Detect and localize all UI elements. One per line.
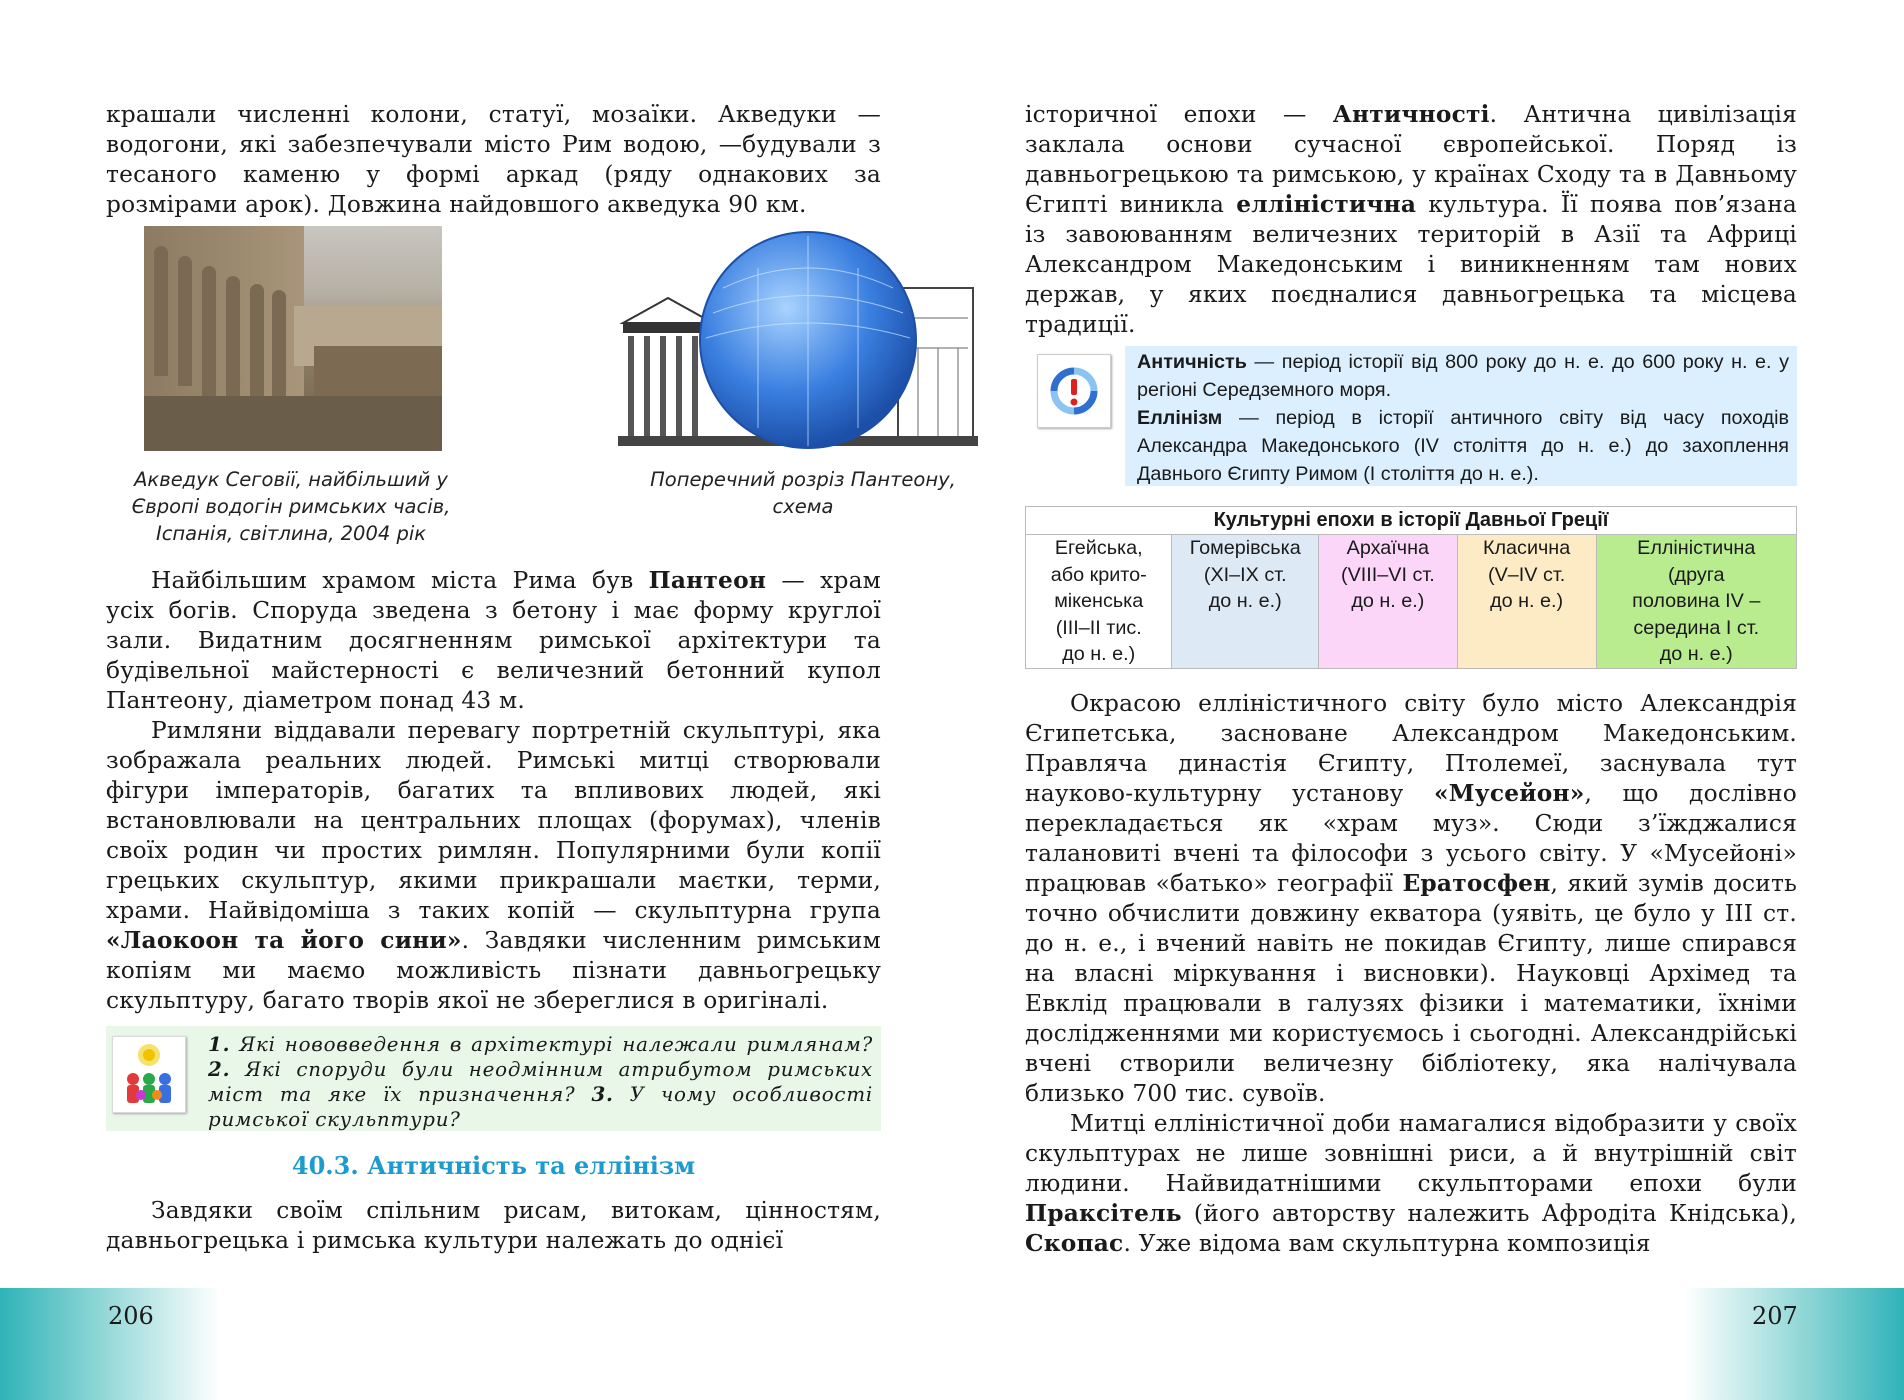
question-3: У чому особливості римської скульптури? xyxy=(208,1083,873,1131)
epochs-table xyxy=(1025,506,1797,669)
epoch-cell xyxy=(1457,535,1596,669)
definition-hellenism xyxy=(1137,404,1789,488)
epoch-cell-line: Класична xyxy=(1482,537,1571,559)
term-laocoon: «Лаокоон та його сини» xyxy=(106,927,462,954)
epoch-cell-line: Гомерівська xyxy=(1189,537,1301,559)
definition-body: — період історії від 800 року до н. е. до 600 року н. е. у регіоні Середземного моря. xyxy=(1137,351,1789,401)
table-title: Культурні епохи в історії Давньої Греції xyxy=(1026,507,1797,535)
paragraph-sculpture xyxy=(106,716,881,1016)
epoch-cell-line: до н. е.) xyxy=(1062,643,1136,665)
text-fragment: Найбільшим храмом міста Рима був xyxy=(151,567,649,594)
term-hellenistic: елліністична xyxy=(1236,191,1417,218)
right-page xyxy=(1025,100,1797,1259)
definition-antiquity xyxy=(1137,348,1789,404)
section-heading: 40.3. Античність та еллінізм xyxy=(291,1151,696,1180)
epoch-cell-line: до н. е.) xyxy=(1659,643,1733,665)
exclamation-icon xyxy=(1037,354,1111,428)
definition-body: — період в історії античного світу від часу походів Александра Македонського (IV століття до н. е.) до захоплення Давнього Єгипту Римом (I століття до н. е.). xyxy=(1137,407,1789,485)
text-fragment: Римляни віддавали перевагу портретній скульптурі, яка зображала реальних людей. Римські митці створювали фігури імператорів, багатих та впливових людей, які встановлювали на центральних площах (форумах), членів своїх родин чи простих римлян. Популярними були копії грецьких скульптур, якими прикрашали маєтки, терми, храми. Найвідоміша з таких копій — скульптурна група xyxy=(106,717,881,924)
paragraph-alexandria xyxy=(1025,689,1797,1109)
text-fragment: , який зумів досить точно обчислити довжину екватора (уявіть, це було у ІІІ ст. до н. е., і вчений навіть не покидав Єгипту, лише спирався на власні міркування і висновки). Науковці Архімед та Евклід працювали в галузях фізики і математики, їхніми дослідженнями ми користуємось і сьогодні. Александрійські вчені створили величезну бібліотеку, яка налічувала близько 700 тис. сувоїв. xyxy=(1025,869,1798,1107)
epoch-cell-line: (V–ІV ст. xyxy=(1488,563,1566,586)
epoch-cell-line: половина ІV – xyxy=(1632,590,1761,612)
figures-row xyxy=(106,226,956,566)
term-pantheon: Пантеон xyxy=(648,567,767,594)
text-fragment: історичної епохи — xyxy=(1025,101,1333,128)
text-fragment: . Уже відома вам скульптурна композиція xyxy=(1123,1229,1651,1257)
term-antiquity: Античності xyxy=(1332,101,1490,128)
epoch-cell-line: до н. е.) xyxy=(1351,590,1425,612)
question-1: Які нововведення в архітектурі належали римлянам? xyxy=(230,1033,873,1056)
paragraph-pantheon xyxy=(106,566,881,716)
paragraph-aqueducts: крашали численні колони, статуї, мозаїки. Акведуки — водогони, які забезпечували місто Рим водою, —будували з тесаного каменю у формі аркад (ряду однакових за розмірами арок). Довжина найдовшого акведука 90 км. xyxy=(106,101,881,218)
pantheon-section-drawing xyxy=(618,228,978,453)
term-praxiteles: Праксітель xyxy=(1025,1199,1182,1227)
epoch-cell-line: мікенська xyxy=(1054,590,1144,612)
epoch-cell xyxy=(1172,535,1318,669)
definition-term: Античність xyxy=(1137,351,1247,373)
text-fragment: Окрасою елліністичного світу було місто Александрія Єгипетська, засноване Александром Македонським. Правляча династія Єгипту, Птолемеї, заснувала тут науково-культурну установу xyxy=(1025,689,1797,807)
page-number-right: 207 xyxy=(1752,1302,1798,1330)
people-group-icon xyxy=(112,1036,186,1113)
epoch-cell-line: до н. е.) xyxy=(1208,590,1282,612)
paragraph-antiquity xyxy=(1025,100,1797,340)
question-2: Які споруди були неодмінним атрибутом римських міст та яке їх призначення? xyxy=(208,1058,873,1106)
text-fragment: — храм усіх богів. Споруда зведена з бетону і має форму круглої зали. Видатним досягненням римської архітектури та будівельної майстерності є величезний бетонний купол Пантеону, діаметром понад 43 м. xyxy=(106,567,881,714)
epoch-cell-line: до н. е.) xyxy=(1490,590,1564,612)
text-fragment: , що дослівно перекладається як «храм муз». Сюди з’їжджалися талановиті вчені та філософи з усього світу. У «Мусейоні» працював «батько» географії xyxy=(1025,779,1797,897)
text-fragment: культура. Її поява пов’язана із завоюванням величезних територій в Азії та Африці Александром Македонським і виникненням там нових держав, у яких поєдналися давньогрецька та місцева традиції. xyxy=(1025,191,1798,338)
term-museion: «Мусейон» xyxy=(1434,779,1585,807)
epoch-cell xyxy=(1318,535,1457,669)
pantheon-caption: Поперечний розріз Пантеону, схема xyxy=(650,468,956,518)
definitions-text xyxy=(1137,348,1789,488)
text-fragment: . Завдяки численним римським копіям ми маємо можливість пізнати давньогрецьку скульптуру, багато творів якої не збереглися в оригіналі. xyxy=(106,927,881,1014)
definition-term: Еллінізм xyxy=(1137,407,1223,429)
term-skopas: Скопас xyxy=(1025,1229,1124,1257)
aqueduct-photo xyxy=(144,226,442,451)
epoch-cell-line: (ІІІ–ІІ тис. xyxy=(1055,616,1142,639)
epoch-cell xyxy=(1026,535,1172,669)
epoch-cell-line: Елліністична xyxy=(1637,537,1756,559)
text-fragment: Митці елліністичної доби намагалися відобразити у своїх скульптурах не лише зовнішні риси, а й внутрішній світ людини. Найвидатнішими скульпторами епохи були xyxy=(1025,1109,1797,1197)
epoch-cell-line: Егейська, xyxy=(1054,537,1143,559)
question-number: 1. xyxy=(208,1032,231,1056)
question-number: 2. xyxy=(208,1057,231,1081)
text-fragment: (його авторству належить Афродіта Кнідська), xyxy=(1181,1199,1797,1227)
epoch-cell-line: Архаїчна xyxy=(1346,537,1430,559)
paragraph-sculptors xyxy=(1025,1109,1797,1259)
paragraph-common-features: Завдяки своїм спільним рисам, витокам, цінностям, давньогрецька і римська культури належать до однієї xyxy=(106,1197,881,1254)
epoch-cell-line: або крито- xyxy=(1050,563,1147,586)
table-row xyxy=(1026,535,1797,669)
text-fragment: . Антична цивілізація заклала основи сучасної європейської. Поряд із давньогрецькою та римською, у країнах Сходу та в Давньому Єгипті виникла xyxy=(1025,101,1797,218)
epoch-cell xyxy=(1596,535,1797,669)
page-number-left: 206 xyxy=(108,1302,154,1330)
left-page xyxy=(106,100,956,1256)
epoch-cell-line: (друга xyxy=(1667,563,1725,586)
epoch-cell-line: (VІІІ–VІ ст. xyxy=(1340,563,1435,586)
question-number: 3. xyxy=(591,1082,614,1106)
term-eratosthenes: Ератосфен xyxy=(1402,869,1551,897)
questions-text xyxy=(208,1032,873,1132)
questions-box xyxy=(106,1026,881,1131)
aqueduct-caption: Акведук Сеговії, найбільший у Європі водогін римських часів, Іспанія, світлина, 2004 рік xyxy=(131,468,451,545)
epoch-cell-line: середина І ст. xyxy=(1633,616,1760,639)
epoch-cell-line: (ХІ–ІХ ст. xyxy=(1203,563,1287,586)
definitions-box xyxy=(1025,346,1797,488)
